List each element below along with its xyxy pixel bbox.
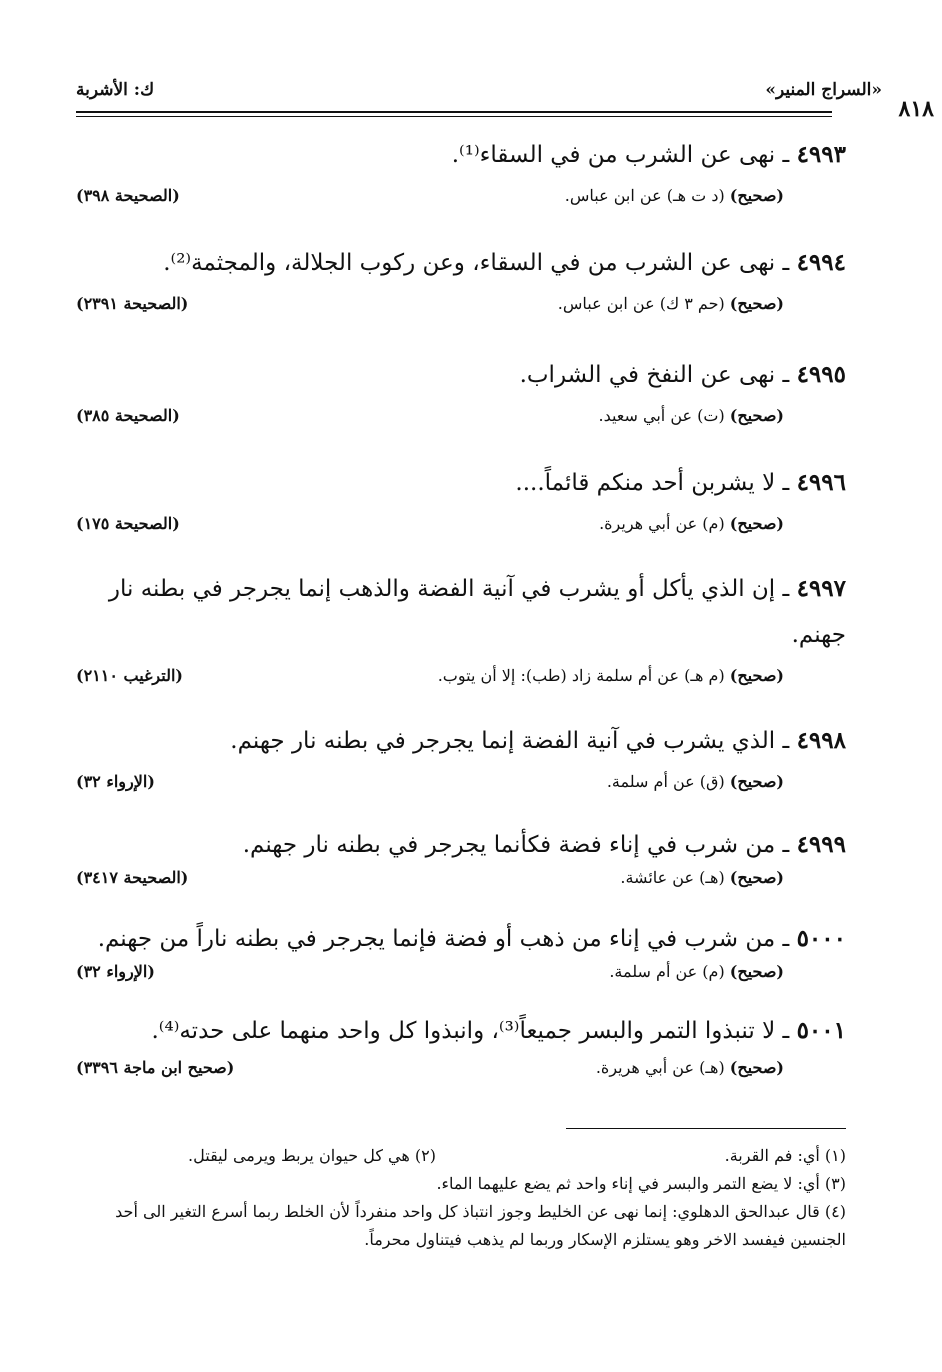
hadith-text: نهى عن الشرب من في السقاء، وعن ركوب الجلالة، والمجثمة⁽²⁾. [163,250,776,276]
hadith-text: لا يشربن أحد منكم قائماً.... [515,470,776,496]
hadith-reference: (الصحيحة ١٧٥) [76,514,180,533]
hadith-grade [596,1058,784,1077]
hadith-grade [607,772,784,791]
hadith-sources: (حم ٣ ك) عن ابن عباس. [557,294,730,313]
grade-label: (صحيح) [729,962,784,981]
hadith-meta [70,406,846,436]
hadith-text-line [70,718,846,764]
hadith-text: نهى عن الشرب من في السقاء⁽¹⁾. [451,142,776,168]
separator: ـ [775,926,797,952]
hadith-sources: (م) عن أم سلمة. [609,962,730,981]
separator: ـ [775,362,797,388]
hadith-text: من شرب في إناء فضة فكأنما يجرجر في بطنه نار جهنم. [242,832,776,858]
hadith-number: ٤٩٩٦ [796,469,846,496]
hadith-meta [70,1058,846,1088]
hadith-entry [70,1008,846,1088]
grade-label: (صحيح) [729,1058,784,1077]
hadith-meta [70,868,846,898]
hadith-number: ٤٩٩٥ [796,361,846,388]
footnotes [76,1142,846,1254]
grade-label: (صحيح) [729,868,784,887]
separator: ـ [775,1018,797,1044]
hadith-grade [598,406,784,425]
hadith-entry [70,460,846,544]
chapter-title: ك: الأشربة [76,80,155,100]
hadith-grade [438,666,784,685]
hadith-number: ٤٩٩٤ [796,249,846,276]
footnote-1: (١) أي: فم القربة. [724,1146,846,1165]
grade-label: (صحيح) [729,772,784,791]
hadith-text: من شرب في إناء من ذهب أو فضة فإنما يجرجر في بطنه ناراً من جهنم. [97,926,776,952]
hadith-sources: (ت) عن أبي سعيد. [598,406,730,425]
separator: ـ [775,832,797,858]
grade-label: (صحيح) [729,666,784,685]
hadith-entry [70,240,846,324]
hadith-grade [565,186,784,205]
hadith-grade [609,962,784,981]
hadith-reference: (الإرواء ٣٢) [76,772,155,791]
page-header [76,80,934,122]
footnote-3: (٣) أي: لا يضع التمر والبسر في إناء واحد ثم يضع عليهما الماء. [436,1174,846,1193]
hadith-sources: (هـ) عن أبي هريرة. [595,1058,730,1077]
hadith-entry [70,566,846,696]
hadith-entry [70,916,846,992]
hadith-text-line [70,132,846,178]
hadith-reference: (الإرواء ٣٢) [76,962,155,981]
hadith-number: ٥٠٠١ [796,1017,846,1044]
hadith-number: ٤٩٩٧ [796,575,846,602]
hadith-text-line [70,566,846,658]
hadith-sources: (ق) عن أم سلمة. [606,772,730,791]
hadith-number: ٤٩٩٣ [796,141,846,168]
hadith-meta [70,666,846,696]
hadith-number: ٤٩٩٩ [796,831,846,858]
hadith-reference: (الصحيحة ٣٩٨) [76,186,180,205]
hadith-entry [70,822,846,898]
book-title: «السراج المنير» [765,80,882,100]
hadith-text-line [70,240,846,286]
hadith-text-line [70,822,846,868]
hadith-meta [70,294,846,324]
header-rule-thin [76,116,832,117]
separator: ـ [775,470,797,496]
hadith-reference: (الترغيب ٢١١٠) [76,666,183,685]
page-number: ٨١٨ [898,96,934,122]
grade-label: (صحيح) [729,294,784,313]
footnote-4: (٤) قال عبدالحق الدهلوي: إنما نهى عن الخليط وجوز انتباذ كل واحد منفرداً لأن الخلط ربما أسرع التغير الى أحد الجنسين فيفسد الاخر وهو يستلزم الإسكار وربما لم يذهب فيتناول محرماً. [115,1202,846,1249]
hadith-meta [70,772,846,802]
hadith-sources: (د ت هـ) عن ابن عباس. [564,186,730,205]
hadith-sources: (هـ) عن عائشة. [620,868,730,887]
header-rule [76,111,832,113]
hadith-grade [599,514,784,533]
hadith-reference: (الصحيحة ٢٣٩١) [76,294,189,313]
hadith-entry [70,352,846,436]
hadith-entry [70,718,846,802]
footnote-rule [566,1128,846,1129]
hadith-entry [70,132,846,216]
hadith-meta [70,962,846,992]
hadith-grade [558,294,784,313]
hadith-text: إن الذي يأكل أو يشرب في آنية الفضة والذهب إنما يجرجر في بطنه نار جهنم. [108,576,846,648]
hadith-sources: (م هـ) عن أم سلمة زاد (طب): إلا أن يتوب. [437,666,730,685]
hadith-grade [620,868,784,887]
hadith-number: ٥٠٠٠ [796,925,846,952]
hadith-text-line [70,1008,846,1054]
hadith-reference: (صحيح ابن ماجة ٣٣٩٦) [76,1058,235,1077]
grade-label: (صحيح) [729,406,784,425]
hadith-text-line [70,460,846,506]
hadith-meta [70,186,846,216]
footnote-row [76,1142,846,1170]
hadith-reference: (الصحيحة ٣٤١٧) [76,868,189,887]
separator: ـ [775,142,797,168]
hadith-text: نهى عن النفخ في الشراب. [519,362,776,388]
hadith-text-line [70,352,846,398]
separator: ـ [775,250,797,276]
footnote-2: (٢) هي كل حيوان يربط ويرمى ليقتل. [188,1146,436,1165]
hadith-text-line [70,916,846,962]
separator: ـ [775,576,797,602]
hadith-text: لا تنبذوا التمر والبسر جميعاً⁽³⁾، وانبذوا كل واحد منهما على حدته⁽⁴⁾. [151,1018,776,1044]
hadith-sources: (م) عن أبي هريرة. [599,514,730,533]
grade-label: (صحيح) [729,514,784,533]
hadith-meta [70,514,846,544]
hadith-number: ٤٩٩٨ [796,727,846,754]
grade-label: (صحيح) [729,186,784,205]
hadith-reference: (الصحيحة ٣٨٥) [76,406,180,425]
separator: ـ [775,728,797,754]
hadith-text: الذي يشرب في آنية الفضة إنما يجرجر في بطنه نار جهنم. [230,728,776,754]
